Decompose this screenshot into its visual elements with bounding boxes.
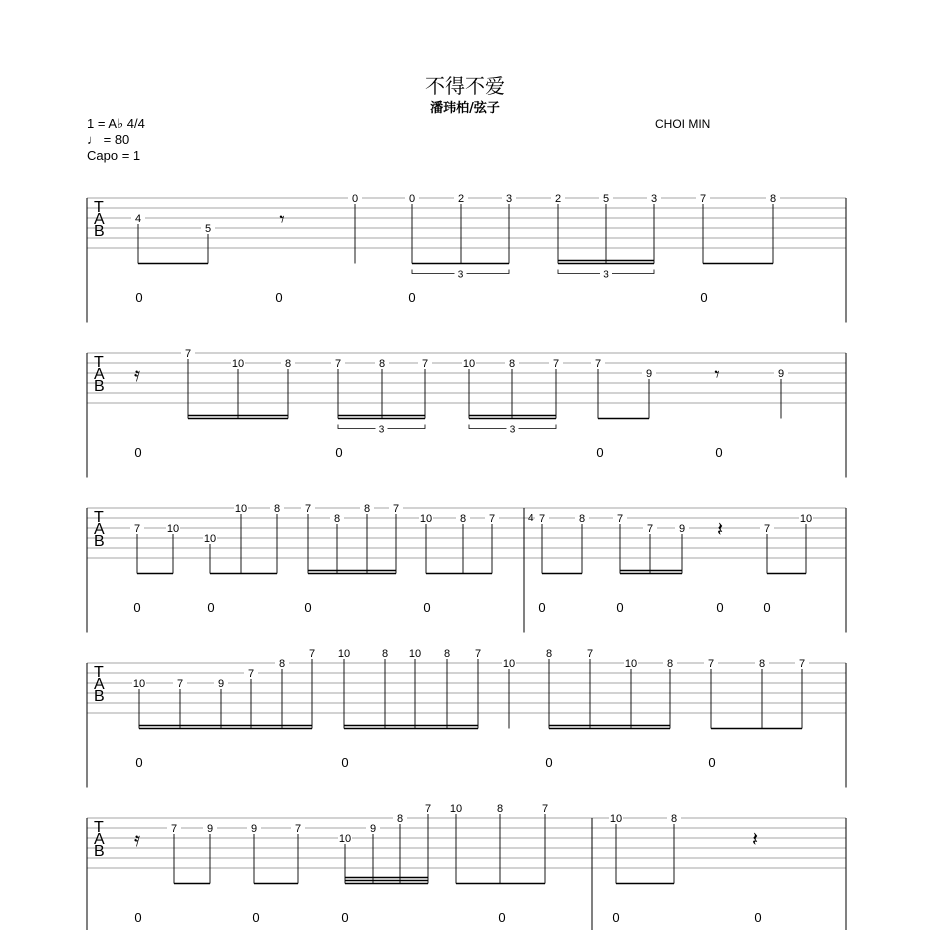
fret-number: 7 [699,193,707,205]
fret-number: 8 [273,503,281,515]
fret-number: 10 [419,513,433,525]
bass-note-number: 0 [538,600,546,615]
fret-number: 7 [334,358,342,370]
fret-number: 7 [424,803,432,815]
key-signature: 1 = A♭ 4/4 [87,116,145,131]
tab-clef-letter: B [94,223,105,240]
fret-number: 7 [798,658,806,670]
tab-clef-letter: A [94,366,105,383]
fret-number: 10 [234,503,248,515]
tab-clef-letter: A [94,521,105,538]
quarter-note-icon: ♩ [87,132,100,147]
tab-clef-letter: B [94,378,105,395]
fret-number: 10 [203,533,217,545]
tuplet-number: 3 [509,424,516,436]
fret-number: 7 [304,503,312,515]
fret-number: 7 [541,803,549,815]
fret-number: 7 [488,513,496,525]
tempo-value: 80 [114,132,130,147]
fret-number: 2 [554,193,562,205]
bass-note-number: 0 [715,445,723,460]
fret-number: 7 [707,658,715,670]
fret-number: 8 [666,658,674,670]
fret-number: 4 [134,213,142,225]
bass-note-number: 0 [133,600,141,615]
fret-number: 9 [206,823,214,835]
bass-note-number: 0 [341,755,349,770]
fret-number: 8 [769,193,777,205]
fret-number: 9 [678,523,686,535]
rest-symbol: 𝄾 [714,364,720,386]
rest-symbol: 𝄿 [133,364,141,386]
fret-number: 10 [338,833,352,845]
fret-number: 7 [170,823,178,835]
fret-number: 7 [474,648,482,660]
tuplet-number: 3 [603,269,609,281]
fret-number: 7 [308,648,316,660]
bass-note-number: 0 [341,910,349,925]
fret-number: 7 [392,503,400,515]
bass-note-number: 0 [207,600,215,615]
bass-note-number: 0 [275,290,283,305]
fret-number: 9 [369,823,377,835]
fret-number: 9 [250,823,258,835]
fret-number: 9 [217,678,225,690]
fret-number: 8 [459,513,467,525]
tab-system-2 [87,348,846,478]
fret-number: 10 [624,658,638,670]
tab-system-1 [87,193,846,323]
bass-note-number: 0 [423,600,431,615]
fret-number: 8 [381,648,389,660]
tab-system-5 [87,803,846,930]
tab-clef-letter: T [94,509,104,526]
rest-symbol: 𝄽 [751,829,759,851]
tab-clef-letter: T [94,819,104,836]
bass-note-number: 0 [754,910,762,925]
fret-number: 8 [545,648,553,660]
fret-number: 7 [247,668,255,680]
rest-symbol: 𝄾 [279,209,285,231]
fret-number: 8 [284,358,292,370]
bass-note-number: 0 [134,445,142,460]
fret-number: 7 [294,823,302,835]
fret-number: 9 [777,368,785,380]
tab-clef-letter: A [94,211,105,228]
fret-number: 0 [408,193,416,205]
fret-number: 8 [508,358,516,370]
fret-number: 10 [231,358,245,370]
fret-number: 7 [616,513,624,525]
tab-clef-letter: T [94,199,104,216]
fret-number: 10 [132,678,146,690]
fret-number: 10 [609,813,623,825]
bass-note-number: 0 [252,910,260,925]
bass-note-number: 0 [135,290,143,305]
bass-note-number: 0 [596,445,604,460]
bass-note-number: 0 [304,600,312,615]
fret-number: 8 [363,503,371,515]
fret-number: 7 [646,523,654,535]
bass-note-number: 0 [545,755,553,770]
fret-number: 10 [337,648,351,660]
bass-note-number: 0 [134,910,142,925]
fret-number: 7 [586,648,594,660]
tab-clef-letter: A [94,831,105,848]
fret-number: 8 [758,658,766,670]
tab-clef-letter: T [94,354,104,371]
bass-note-number: 0 [763,600,771,615]
fret-number: 3 [650,193,658,205]
fret-number: 8 [396,813,404,825]
fret-number: 7 [552,358,560,370]
fret-number: 7 [133,523,141,535]
fret-number: 8 [333,513,341,525]
tab-clef-letter: B [94,843,105,860]
song-artist: 潘玮柏/弦子 [430,101,500,116]
fret-number: 10 [449,803,463,815]
fret-number: 8 [578,513,586,525]
bass-note-number: 0 [612,910,620,925]
time-signature-change: 4 [528,513,534,524]
fret-number: 8 [378,358,386,370]
bass-note-number: 0 [135,755,143,770]
fret-number: 7 [176,678,184,690]
fret-number: 5 [204,223,212,235]
tuplet-number: 3 [378,424,385,436]
fret-number: 10 [462,358,476,370]
fret-number: 8 [278,658,286,670]
tab-clef-letter: A [94,676,105,693]
fret-number: 7 [184,348,192,360]
tab-clef-letter: B [94,533,105,550]
rest-symbol: 𝄽 [716,519,724,541]
fret-number: 7 [594,358,602,370]
bass-note-number: 0 [498,910,506,925]
bass-note-number: 0 [716,600,724,615]
fret-number: 10 [408,648,422,660]
fret-number: 7 [763,523,771,535]
fret-number: 10 [799,513,813,525]
fret-number: 8 [443,648,451,660]
rest-symbol: 𝄿 [133,829,141,851]
tempo-marking: ♩ = 80 [87,132,130,147]
fret-number: 5 [602,193,610,205]
bass-note-number: 0 [335,445,343,460]
fret-number: 7 [421,358,429,370]
song-title: 不得不爱 [425,74,505,98]
bass-note-number: 0 [408,290,416,305]
fret-number: 0 [351,193,359,205]
capo-marking: Capo = 1 [87,148,141,163]
fret-number: 9 [645,368,653,380]
fret-number: 3 [505,193,513,205]
arranger-name: CHOI MIN [655,117,711,131]
tab-system-4 [87,648,846,788]
bass-note-number: 0 [616,600,624,615]
fret-number: 2 [457,193,465,205]
fret-number: 8 [496,803,504,815]
bass-note-number: 0 [700,290,708,305]
tab-clef-letter: B [94,688,105,705]
fret-number: 7 [538,513,546,525]
fret-number: 10 [166,523,180,535]
bass-note-number: 0 [708,755,716,770]
tuplet-number: 3 [457,269,464,281]
fret-number: 8 [670,813,678,825]
tab-system-3 [87,503,846,633]
fret-number: 10 [502,658,516,670]
tab-clef-letter: T [94,664,104,681]
